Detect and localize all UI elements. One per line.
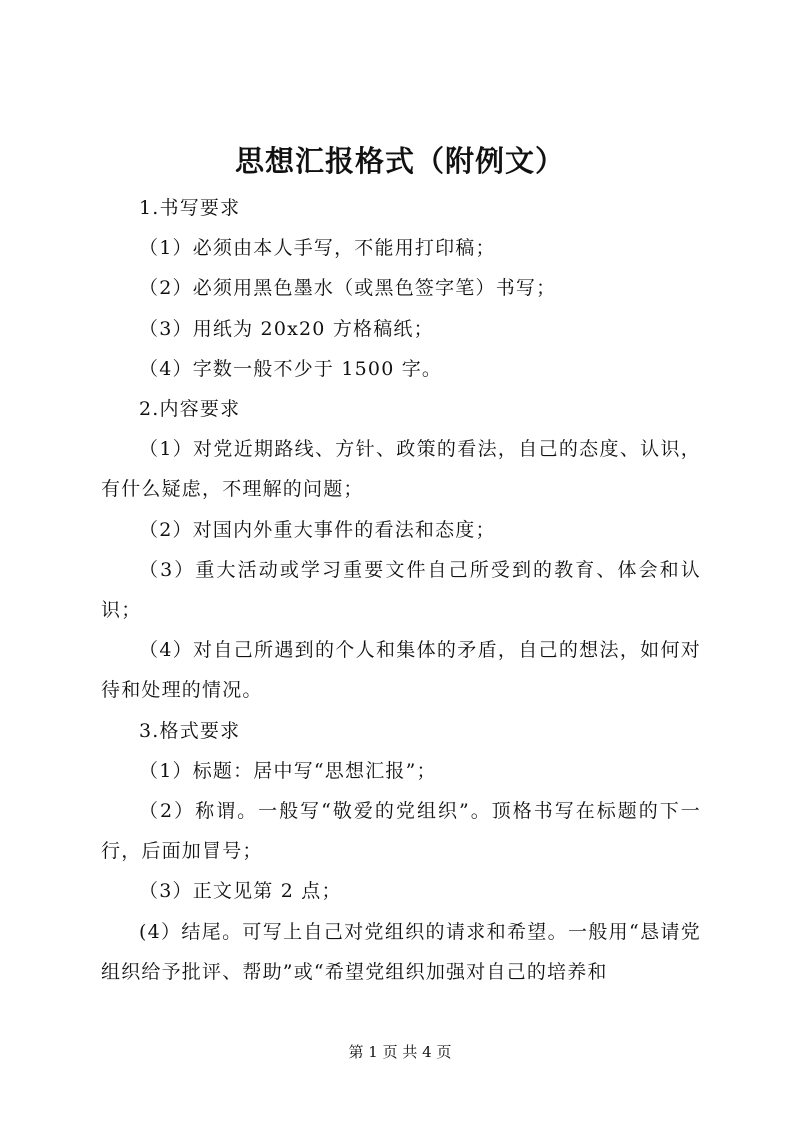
section-heading-format-requirements: 3.格式要求 [139, 719, 241, 742]
page-footer: 第 1 页 共 4 页 [348, 1043, 452, 1061]
paragraph-format-salutation: （2）称谓。一般写“敬爱的党组织”。顶格书写在标题的下一行，后面加冒号； [101, 800, 701, 863]
paragraph-content-major-events: （2）对国内外重大事件的看法和态度； [139, 518, 496, 541]
paragraph-writing-word-count: （4）字数一般不少于 1500 字。 [139, 357, 443, 380]
paragraph-format-body: （3）正文见第 2 点； [139, 880, 342, 903]
section-heading-content-requirements: 2.内容要求 [139, 398, 241, 421]
document-title: 思想汇报格式（附例文） [234, 144, 565, 178]
paragraph-format-ending: (4）结尾。可写上自己对党组织的请求和希望。一般用“恳请党组织给予批评、帮助”或“希望党组织加强对自己的培养和 [101, 920, 701, 983]
section-heading-writing-requirements: 1.书写要求 [139, 197, 241, 219]
paragraph-content-policy-view: （1）对党近期路线、方针、政策的看法，自己的态度、认识，有什么疑虑，不理解的问题； [101, 438, 701, 501]
paragraph-writing-black-ink: （2）必须用黑色墨水（或黑色签字笔）书写； [139, 277, 557, 300]
paragraph-format-title: （1）标题：居中写“思想汇报”； [139, 759, 437, 782]
paragraph-content-learning: （3）重大活动或学习重要文件自己所受到的教育、体会和认识； [101, 558, 701, 622]
paragraph-content-contradictions: （4）对自己所遇到的个人和集体的矛盾，自己的想法，如何对待和处理的情况。 [101, 639, 701, 702]
paragraph-writing-paper: （3）用纸为 20x20 方格稿纸； [139, 317, 434, 340]
document-body [101, 188, 701, 992]
paragraph-writing-handwritten: （1）必须由本人手写，不能用打印稿； [139, 237, 496, 260]
